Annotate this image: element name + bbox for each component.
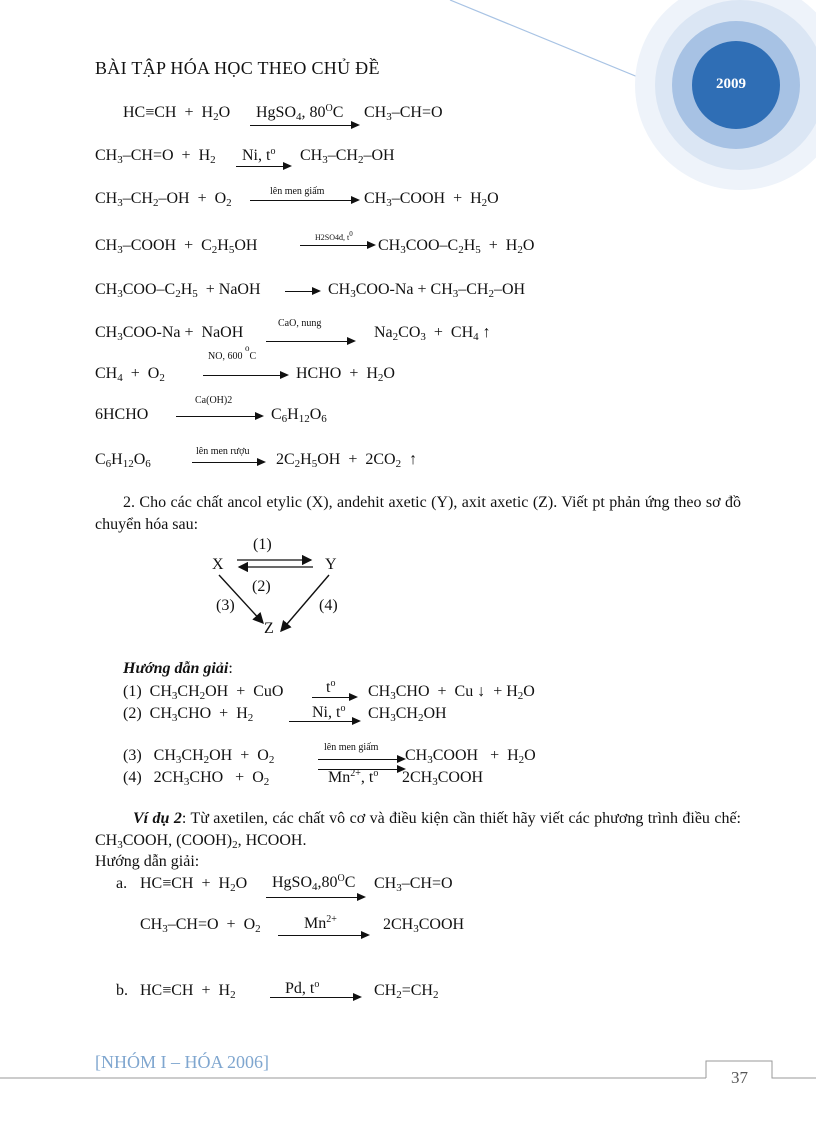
- guide-heading-text: Hướng dẫn giải: [123, 660, 229, 677]
- reaction-7-condition: NO, 600 $^o$C: [208, 343, 257, 362]
- reaction-9-product: $2C_2H_5OH + 2CO_2$ ↑: [276, 451, 418, 470]
- reaction-arrow: [318, 769, 404, 770]
- guide-step-1: (1) $CH_3CH_2OH$ + CuO: [123, 683, 284, 702]
- example-2-label: Ví dụ 2: [133, 810, 182, 827]
- guide-step-3-condition: lên men giấm: [324, 742, 379, 753]
- reaction-arrow: [203, 375, 287, 376]
- reaction-2: $CH_3-CH=O + H_2$: [95, 147, 216, 166]
- reaction-6-condition: CaO, nung: [278, 318, 322, 329]
- guide-step-3-product: $CH_3COOH + H_2O$: [405, 747, 536, 766]
- reaction-arrow: [250, 125, 358, 126]
- guide-heading: [123, 660, 233, 678]
- example-2-a1: $HC\equiv CH + H_2O$: [140, 875, 248, 894]
- reaction-3-condition: lên men giấm: [270, 186, 325, 197]
- example-2-a2-condition: $Mn^{2+}$: [304, 914, 337, 932]
- reaction-7: $CH_4 + O_2$: [95, 365, 165, 384]
- guide-step-4-condition: $Mn^{2+}$, $t^o$: [328, 768, 379, 786]
- guide-step-1-condition: $t^o$: [326, 678, 336, 696]
- reaction-arrow: [270, 997, 360, 998]
- diagram-label-3: (3): [216, 597, 235, 614]
- guide-step-2-product: $CH_3CH_2OH$: [368, 705, 447, 724]
- reaction-1-product: $CH_3-CH=O$: [364, 104, 443, 123]
- reaction-arrow: [318, 759, 404, 760]
- reaction-4: $CH_3$–COOH + $C_2H_5OH$: [95, 237, 258, 256]
- example-2-b1: $HC\equiv CH + H_2$: [140, 982, 236, 1001]
- year-badge: 2009: [716, 76, 746, 92]
- example-2-a1-product: $CH_3-CH=O$: [374, 875, 453, 894]
- example-2-text: [95, 808, 741, 852]
- guide-step-4: (4) $2CH_3CHO + O_2$: [123, 769, 270, 788]
- diagram-label-2: (2): [252, 578, 271, 595]
- reaction-4-product: $CH_3COO-C_2H_5 + H_2O$: [378, 237, 535, 256]
- example-2-b1-product: $CH_2=CH_2$: [374, 982, 439, 1001]
- example-2-a2-product: $2CH_3COOH$: [383, 916, 465, 935]
- reaction-arrow: [176, 416, 262, 417]
- reaction-6-product: $Na_2CO_3 + CH_4$ ↑: [374, 324, 491, 343]
- example-2-a-label: a.: [116, 875, 128, 892]
- reaction-7-product: HCHO + $H_2O$: [296, 365, 395, 384]
- reaction-arrow: [289, 721, 359, 722]
- reaction-3: $CH_3-CH_2-OH + O_2$: [95, 190, 232, 209]
- reaction-8: 6HCHO: [95, 406, 149, 423]
- example-2-b1-condition: Pd, $t^o$: [285, 979, 320, 997]
- reaction-arrow: [300, 245, 374, 246]
- reaction-8-condition: Ca(OH)2: [195, 395, 233, 406]
- reaction-arrow: [250, 200, 358, 201]
- example-2-a2: $CH_3-CH=O + O_2$: [140, 916, 261, 935]
- example-2-guide: Hướng dẫn giải:: [95, 853, 200, 870]
- reaction-9: $C_6H_{12}O_6$: [95, 451, 151, 470]
- diagram-label-4: (4): [319, 597, 338, 614]
- conversion-diagram: [205, 535, 355, 640]
- reaction-arrow: [278, 935, 368, 936]
- guide-heading-colon: :: [228, 660, 233, 677]
- example-2-a1-condition: $HgSO_4,80^OC$: [272, 873, 356, 893]
- page-title: BÀI TẬP HÓA HỌC THEO CHỦ ĐỀ: [95, 58, 380, 78]
- guide-step-2-condition: Ni, $t^o$: [312, 703, 346, 721]
- reaction-1: $HC\equiv CH + H_2O$: [123, 104, 231, 123]
- exercise-2-text: 2. Cho các chất ancol etylic (X), andehit axetic (Y), axit axetic (Z). Viết pt phản ứng theo sơ đồ chuyển hóa sau:: [95, 494, 741, 533]
- reaction-2-condition: Ni, $t^o$: [242, 146, 276, 164]
- reaction-5: $CH_3COO-C_2H_5$ + NaOH: [95, 281, 261, 300]
- diagram-node-x: X: [212, 556, 224, 573]
- page-number: 37: [731, 1068, 748, 1087]
- footer-rule: [0, 1055, 816, 1095]
- reaction-arrow: [192, 462, 264, 463]
- reaction-arrow: [266, 341, 354, 342]
- reaction-6: $CH_3COO-Na$ + NaOH: [95, 324, 244, 343]
- reaction-8-product: $C_6H_{12}O_6$: [271, 406, 327, 425]
- reaction-9-condition: lên men rượu: [196, 446, 250, 457]
- reaction-arrow: [285, 291, 319, 292]
- reaction-arrow: [312, 697, 356, 698]
- reaction-1-condition: HgSO$_4$, $80^OC$: [256, 103, 344, 123]
- guide-step-1-product: $CH_3CHO + Cu$ ↓ + $H_2O$: [368, 683, 535, 702]
- guide-step-4-product: $2CH_3COOH$: [402, 769, 484, 788]
- example-2-b-label: b.: [116, 982, 128, 999]
- reaction-3-product: $CH_3$–COOH + $H_2O$: [364, 190, 499, 209]
- reaction-arrow: [266, 897, 364, 898]
- diagram-node-z: Z: [264, 620, 274, 637]
- reaction-5-product: $CH_3COO-Na + CH_3-CH_2-OH$: [328, 281, 526, 300]
- diagram-node-y: Y: [325, 556, 337, 573]
- reaction-4-condition: H2SO4đ, $t^0$: [315, 230, 353, 242]
- footer-group-label: [NHÓM I – HÓA 2006]: [95, 1052, 269, 1072]
- corner-decoration: [440, 0, 816, 200]
- diagram-label-1: (1): [253, 536, 272, 553]
- reaction-2-product: $CH_3-CH_2-OH$: [300, 147, 395, 166]
- guide-step-3: (3) $CH_3CH_2OH + O_2$: [123, 747, 275, 766]
- reaction-arrow: [236, 166, 290, 167]
- guide-step-2: (2) $CH_3CHO + H_2$: [123, 705, 254, 724]
- example-2-body: : Từ axetilen, các chất vô cơ và điều kiện cần thiết hãy viết các phương trình điều chế: $CH_3COOH$, $(COOH)_2$, HCOOH.: [95, 810, 741, 851]
